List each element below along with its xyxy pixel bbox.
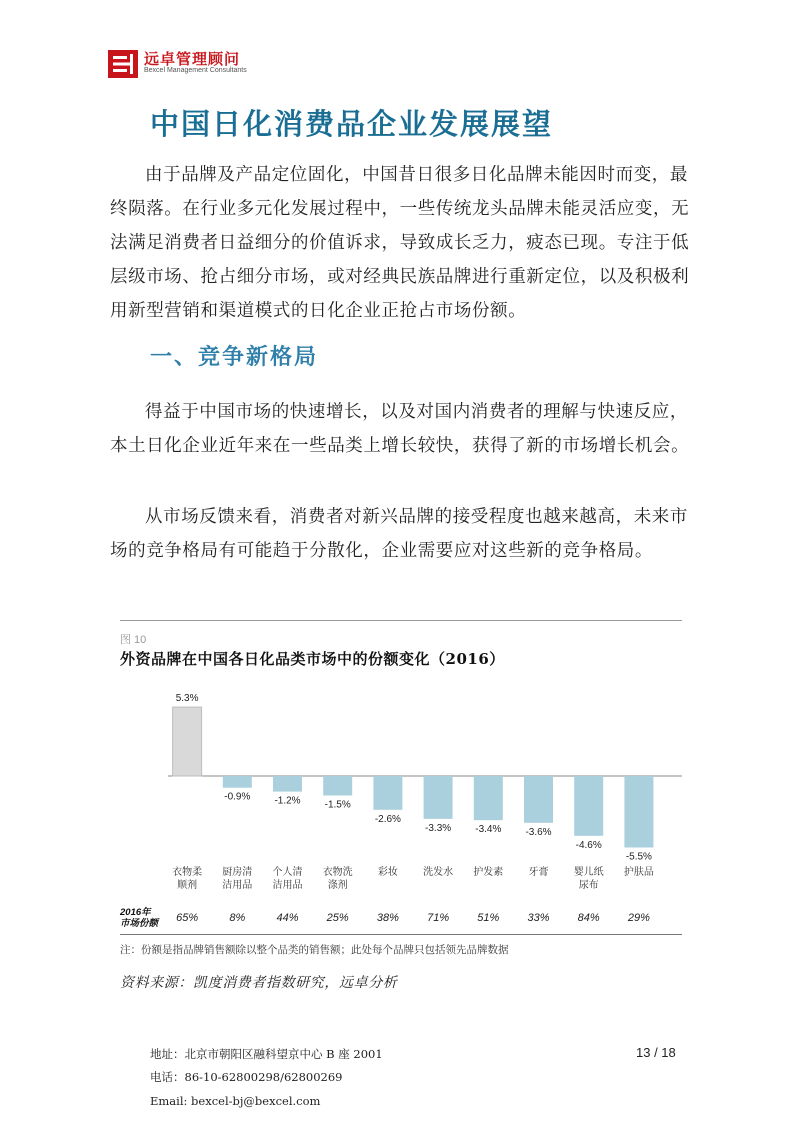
category-label: 洗发水 (423, 867, 454, 878)
figure-note: 注：份额是指品牌销售额除以整个品类的销售额；此处每个品牌只包括领先品牌数据 (120, 944, 509, 956)
section-heading: 一、竞争新格局 (150, 344, 319, 370)
figure-top-rule (120, 620, 682, 621)
figure-source: 资料来源：凯度消费者指数研究，远卓分析 (120, 975, 398, 991)
category-label: 厨房清 (222, 867, 253, 878)
share-value: 29% (627, 912, 650, 924)
category-label: 个人清 (272, 867, 303, 878)
footer-address: 地址：北京市朝阳区融科望京中心 B 座 2001 (150, 1047, 383, 1061)
bar (273, 776, 302, 792)
category-label: 洁用品 (222, 880, 253, 891)
category-label: 顺剂 (177, 880, 198, 891)
footer-email: Email: bexcel-bj@bexcel.com (150, 1094, 321, 1108)
share-row-rule (120, 934, 682, 935)
category-label: 衣物洗 (322, 867, 353, 878)
bar-chart (120, 675, 682, 900)
share-row-label-line-2: 市场份额 (120, 918, 159, 929)
body-paragraph-1: 得益于中国市场的快速增长，以及对国内消费者的理解与快速反应，本土日化企业近年来在一些品类上增长较快，获得了新的市场增长机会。 (110, 402, 690, 456)
page-number: 13 / 18 (636, 1045, 676, 1060)
category-label: 衣物柔 (172, 867, 203, 878)
share-value: 65% (176, 912, 199, 924)
bar (424, 776, 453, 819)
bar (624, 776, 653, 848)
bar (323, 776, 352, 796)
bar (373, 776, 402, 810)
bar-value-label: -3.3% (425, 822, 452, 834)
company-name-cn: 远卓管理顾问 (144, 50, 241, 68)
page-title: 中国日化消费品企业发展展望 (150, 107, 554, 141)
company-logo (108, 48, 348, 80)
bar-value-label: -3.4% (475, 824, 502, 836)
bar (574, 776, 603, 836)
figure-label: 图 10 (120, 634, 147, 646)
category-label: 牙膏 (528, 867, 549, 878)
footer-phone: 电话：86-10-62800298/62800269 (150, 1070, 343, 1084)
category-label: 护发素 (473, 867, 504, 878)
bar-value-label: -3.6% (525, 826, 552, 838)
category-label: 彩妆 (377, 867, 398, 878)
share-value: 44% (276, 912, 299, 924)
category-label: 涤剂 (327, 880, 348, 891)
figure-title: 外资品牌在中国各日化品类市场中的份额变化（2016） (120, 650, 505, 668)
category-label: 洁用品 (272, 880, 303, 891)
bar-value-label: 5.3% (175, 693, 199, 705)
share-value: 33% (527, 912, 550, 924)
share-value: 38% (376, 912, 399, 924)
company-name-en: Bexcel Management Consultants (144, 67, 247, 74)
bar-value-label: -1.2% (274, 795, 301, 807)
bar-value-label: -1.5% (324, 799, 351, 811)
category-label: 婴儿纸 (573, 867, 604, 878)
logo-mark-icon (108, 50, 138, 78)
category-label: 护肤品 (623, 867, 654, 878)
bar (474, 776, 503, 820)
bar (524, 776, 553, 823)
share-row-label (120, 907, 158, 929)
bar (223, 776, 252, 788)
category-label: 尿布 (578, 880, 599, 891)
share-value: 51% (477, 912, 500, 924)
bar-value-label: -2.6% (374, 813, 401, 825)
share-value: 71% (427, 912, 450, 924)
bar-value-label: -5.5% (625, 851, 652, 863)
share-value: 25% (326, 912, 349, 924)
share-value: 8% (229, 912, 246, 924)
body-paragraph-2: 从市场反馈来看，消费者对新兴品牌的接受程度也越来越高，未来市场的竞争格局有可能趋于分散化，企业需要应对这些新的竞争格局。 (110, 507, 688, 561)
bar (173, 707, 202, 776)
share-value: 84% (577, 912, 600, 924)
share-row-label-line-1: 2016年 (120, 907, 151, 918)
intro-paragraph: 由于品牌及产品定位固化，中国昔日很多日化品牌未能因时而变，最终陨落。在行业多元化发展过程中，一些传统龙头品牌未能灵活应变，无法满足消费者日益细分的价值诉求，导致成长乏力，疲态已现。专注于低层级市场、抢占细分市场，或对经典民族品牌进行重新定位，以及积极利用新型营销和渠道模式的日化企业正抢占市场份额。 (110, 165, 690, 321)
bar-value-label: -4.6% (575, 839, 602, 851)
bar-value-label: -0.9% (224, 791, 251, 803)
